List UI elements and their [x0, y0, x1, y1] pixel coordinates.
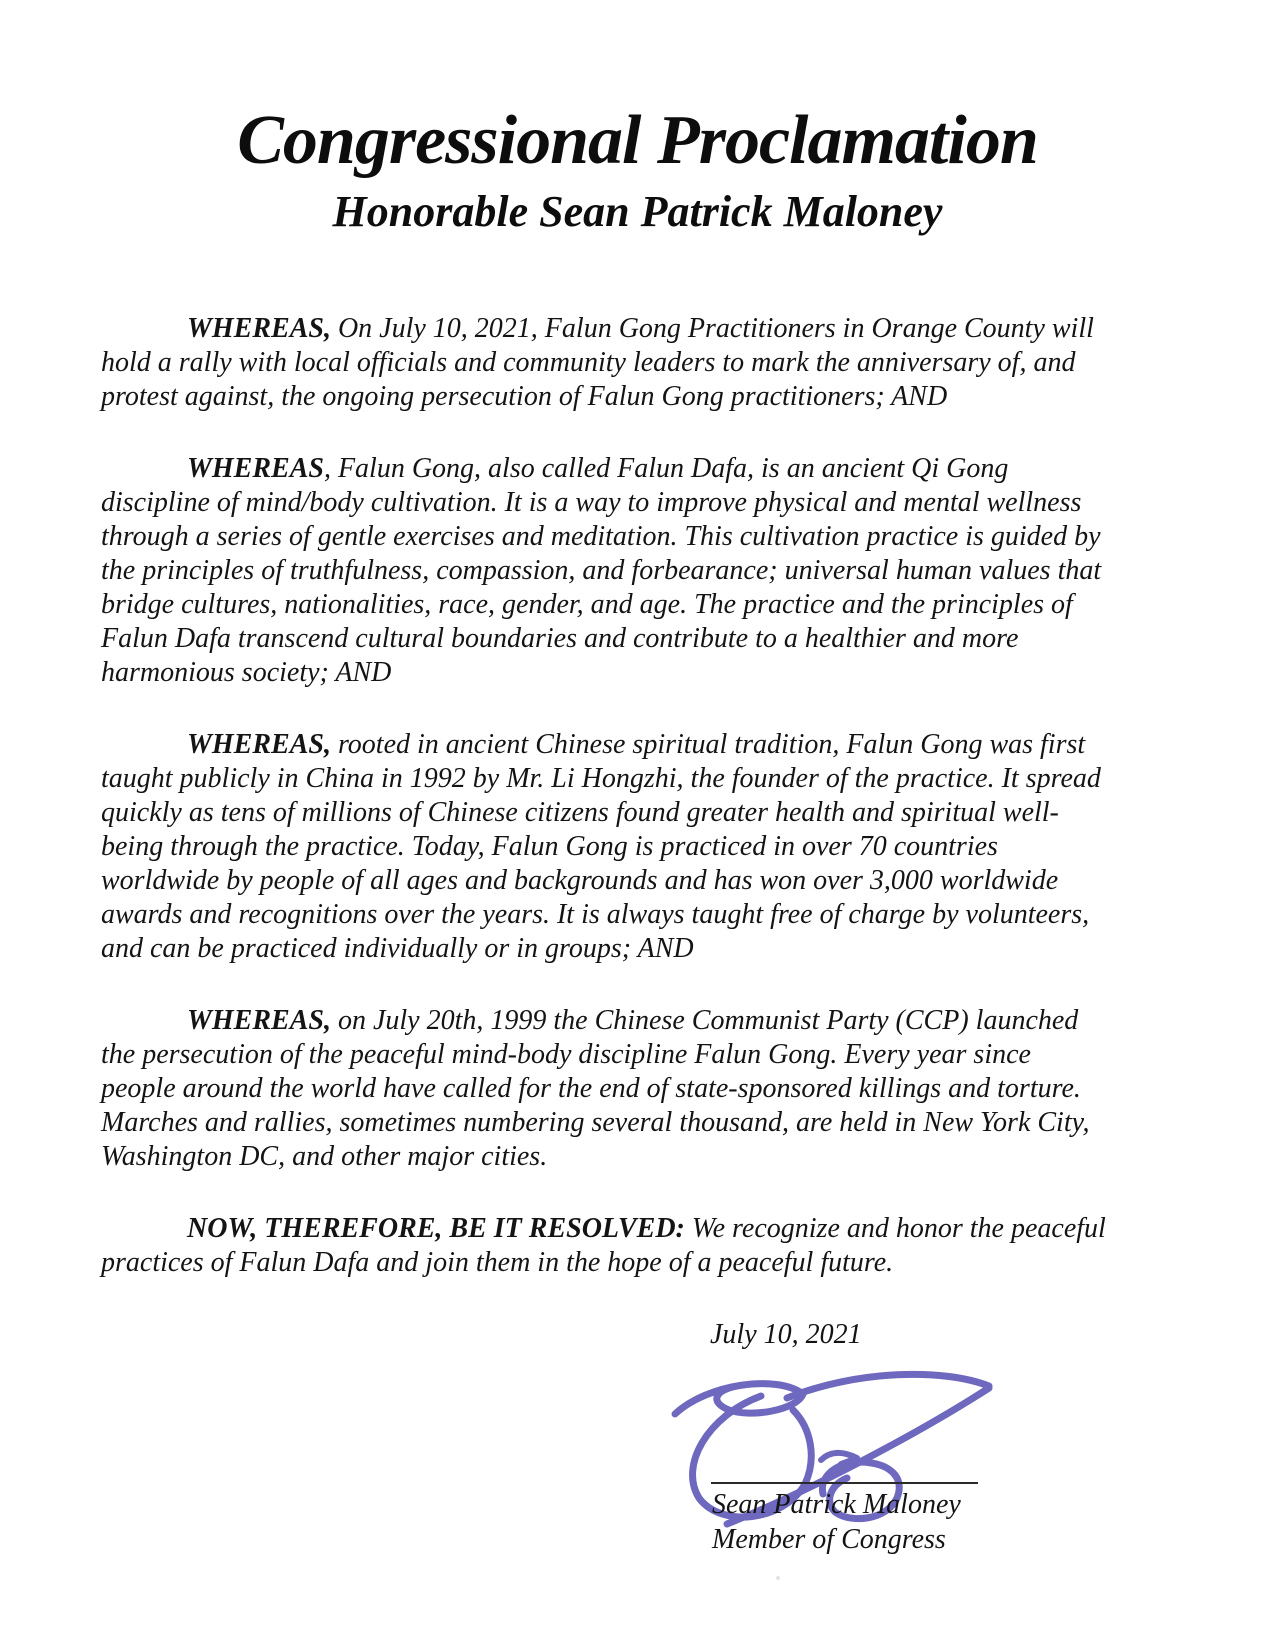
whereas-paragraph-2 [101, 452, 1111, 690]
whereas-text-4: on July 20th, 1999 the Chinese Communist Party (CCP) launched the persecution of the peaceful mind-body discipline Falun Gong. Every year since people around the world have called for the end of state-sponsored killings and torture. Marches and rallies, sometimes numbering several thousand, are held in New York City, Washington DC, and other major cities. [101, 1005, 1090, 1173]
whereas-paragraph-3 [101, 728, 1111, 966]
signer-role: Member of Congress [712, 1524, 946, 1555]
whereas-text-3: rooted in ancient Chinese spiritual tradition, Falun Gong was first taught publicly in China in 1992 by Mr. Li Hongzhi, the founder of the practice. It spread quickly as tens of millions of Chinese citizens found greater health and spiritual well-being through the practice. Today, Falun Gong is practiced in over 70 countries worldwide by people of all ages and backgrounds and has won over 3,000 worldwide awards and recognitions over the years. It is always taught free of charge by volunteers, and can be practiced individually or in groups; AND [101, 729, 1101, 965]
whereas-paragraph-4 [101, 1004, 1111, 1174]
whereas-lead-2: WHEREAS [187, 453, 324, 485]
resolution-text: We recognize and honor the peaceful practices of Falun Dafa and join them in the hope of a peaceful future. [101, 1213, 1106, 1279]
page-title: Congressional Proclamation [237, 102, 1038, 179]
scan-speck [776, 1576, 780, 1580]
signer-name: Sean Patrick Maloney [712, 1489, 961, 1520]
signature-line [711, 1482, 978, 1484]
signature-stroke-sweep [787, 1374, 989, 1398]
whereas-lead-3: WHEREAS, [187, 729, 331, 761]
whereas-lead-1: WHEREAS, [187, 313, 331, 345]
resolution-paragraph [101, 1212, 1111, 1280]
proclamation-body [101, 312, 1111, 1280]
resolution-lead: NOW, THEREFORE, BE IT RESOLVED: [187, 1213, 685, 1245]
whereas-lead-4: WHEREAS, [187, 1005, 331, 1037]
whereas-text-2: , Falun Gong, also called Falun Dafa, is an ancient Qi Gong discipline of mind/body cultivation. It is a way to improve physical and mental wellness through a series of gentle exercises and meditation. This cultivation practice is guided by the principles of truthfulness, compassion, and forbearance; universal human values that bridge cultures, nationalities, race, gender, and age. The practice and the principles of Falun Dafa transcend cultural boundaries and contribute to a healthier and more harmonious society; AND [101, 453, 1102, 689]
proclamation-date: July 10, 2021 [710, 1319, 862, 1350]
whereas-paragraph-1 [101, 312, 1111, 414]
whereas-text-1: On July 10, 2021, Falun Gong Practitioners in Orange County will hold a rally with local officials and community leaders to mark the anniversary of, and protest against, the ongoing persecution of Falun Gong practitioners; AND [101, 313, 1094, 413]
page-subtitle: Honorable Sean Patrick Maloney [332, 187, 943, 236]
